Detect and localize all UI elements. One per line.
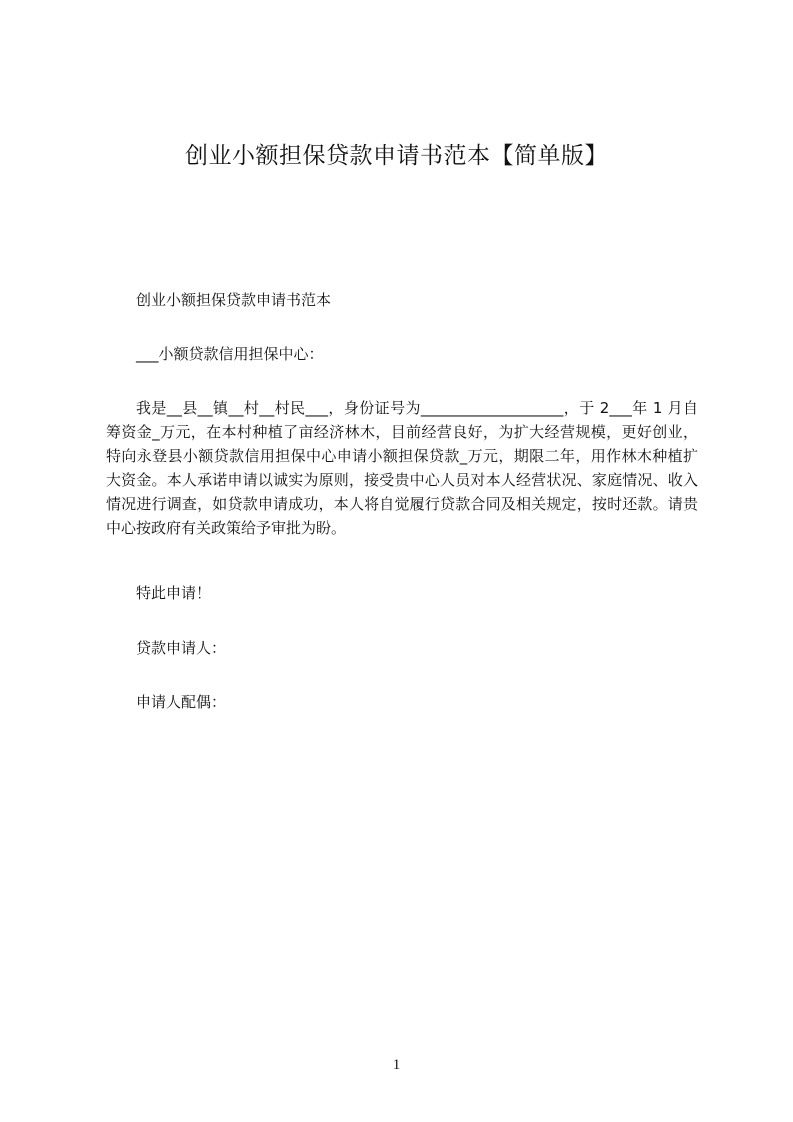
page-number: 1 — [392, 1057, 401, 1073]
document-subtitle: 创业小额担保贷款申请书范本 — [136, 291, 332, 309]
salutation: ___小额贷款信用担保中心： — [136, 345, 324, 363]
spouse-label: 申请人配偶： — [136, 693, 227, 711]
page-title: 创业小额担保贷款申请书范本【简单版】 — [185, 143, 608, 169]
body-paragraph: 我是__县__镇__村__村民___，身份证号为___________________，于 2___年 1 月自筹资金_万元，在本村种植了亩经济林木，目前经营良好，为扩大经营规模，更好创业，特向永登县小额贷款信用担保中心申请小额担保贷款_万元，期限二年，用作林木种植扩大资金。本人承诺申请以诚实为原则，接受贵中心人员对本人经营状况、家庭情况、收入情况进行调查，如贷款申请成功，本人将自觉履行贷款合同及相关规定，按时还款。请贵中心按政府有关政策给予审批为盼。 — [106, 399, 698, 537]
closing-line: 特此申请！ — [136, 584, 212, 602]
applicant-label: 贷款申请人： — [136, 639, 227, 657]
